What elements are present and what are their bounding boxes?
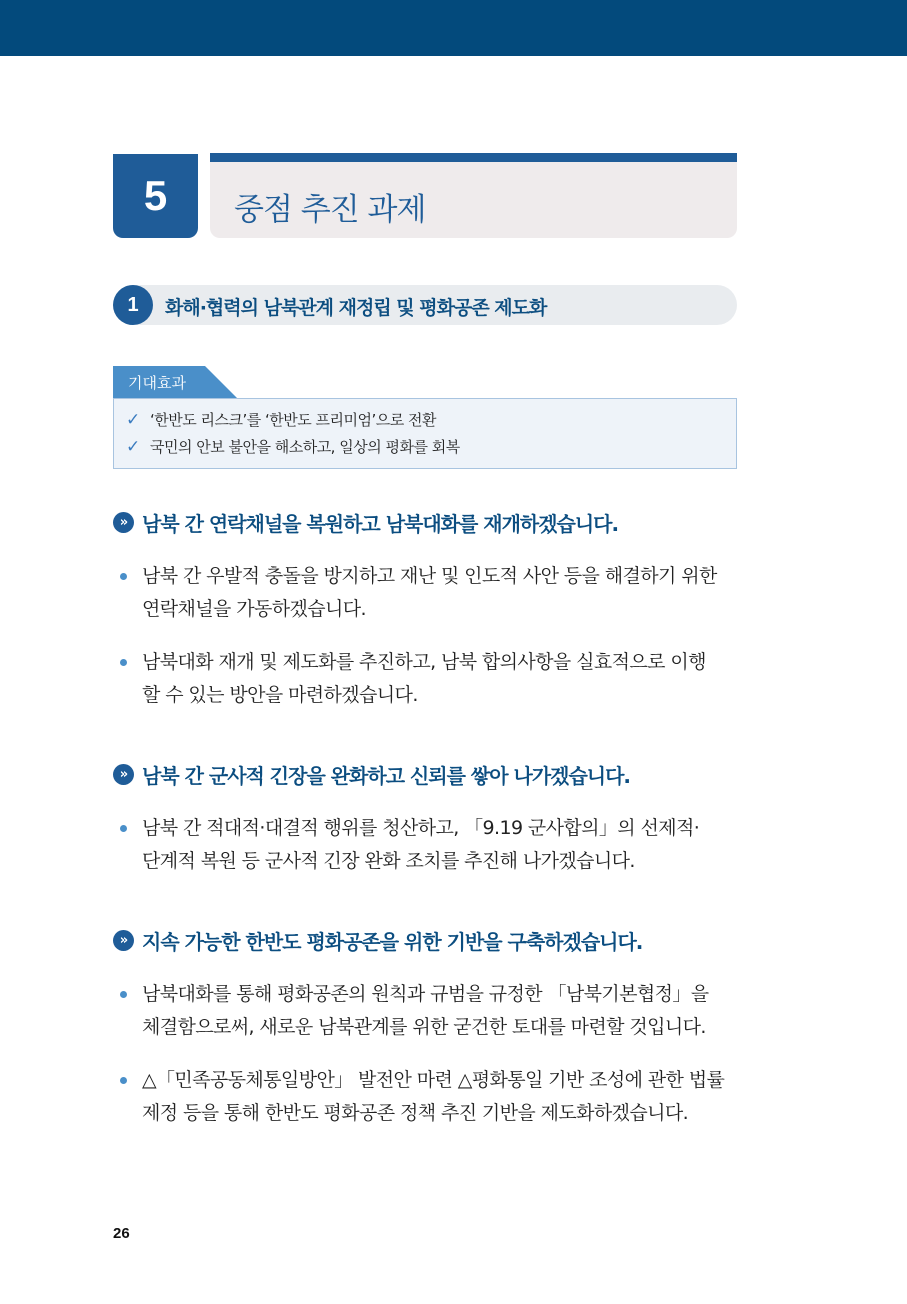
bullet-line: 남북대화를 통해 평화공존의 원칙과 규범을 규정한 「남북기본협정」을 xyxy=(142,983,709,1005)
check-icon: ✓ xyxy=(126,409,140,430)
effect-item-text: ‘한반도 리스크’를 ‘한반도 프리미엄’으로 전환 xyxy=(150,411,436,429)
subsection-heading-text: 남북 간 연락채널을 복원하고 남북대화를 재개하겠습니다. xyxy=(142,512,619,536)
bullet-line: △「민족공동체통일방안」 발전안 마련 △평화통일 기반 조성에 관한 법률 xyxy=(142,1069,725,1091)
section-title: 화해·협력의 남북관계 재정립 및 평화공존 제도화 xyxy=(165,297,547,319)
subsection-heading xyxy=(113,760,630,789)
bullet-dot-icon xyxy=(120,825,127,832)
subsection-heading-text: 지속 가능한 한반도 평화공존을 위한 기반을 구축하겠습니다. xyxy=(142,930,643,954)
bullet-item xyxy=(120,646,740,712)
check-icon: ✓ xyxy=(126,436,140,457)
expected-effects-tab-corner xyxy=(205,366,237,398)
double-chevron-icon: » xyxy=(113,930,134,951)
double-chevron-icon: » xyxy=(113,512,134,533)
bullet-item xyxy=(120,1064,740,1130)
chapter-title-box xyxy=(210,153,737,238)
bullet-dot-icon xyxy=(120,659,127,666)
bullet-line: 연락채널을 가동하겠습니다. xyxy=(142,598,366,620)
section-header xyxy=(113,285,737,325)
chapter-title: 중점 추진 과제 xyxy=(234,192,426,228)
effect-item xyxy=(126,406,736,433)
chapter-number: 5 xyxy=(113,154,198,238)
bullet-line: 제정 등을 통해 한반도 평화공존 정책 추진 기반을 제도화하겠습니다. xyxy=(142,1102,689,1124)
bullet-line: 할 수 있는 방안을 마련하겠습니다. xyxy=(142,684,418,706)
page-number: 26 xyxy=(113,1225,130,1242)
bullet-line: 체결함으로써, 새로운 남북관계를 위한 굳건한 토대를 마련할 것입니다. xyxy=(142,1016,706,1038)
bullet-line: 남북 간 적대적·대결적 행위를 청산하고, 「9.19 군사합의」의 선제적· xyxy=(142,817,700,839)
top-header-band xyxy=(0,0,907,56)
bullet-item xyxy=(120,560,740,626)
expected-effects-label: 기대효과 xyxy=(113,366,205,398)
effect-item-text: 국민의 안보 불안을 해소하고, 일상의 평화를 회복 xyxy=(150,438,460,456)
bullet-line: 단계적 복원 등 군사적 긴장 완화 조치를 추진해 나가겠습니다. xyxy=(142,850,635,872)
subsection-heading xyxy=(113,926,642,955)
effect-item xyxy=(126,433,736,460)
bullet-item xyxy=(120,978,740,1044)
bullet-dot-icon xyxy=(120,1077,127,1084)
bullet-line: 남북대화 재개 및 제도화를 추진하고, 남북 합의사항을 실효적으로 이행 xyxy=(142,651,706,673)
bullet-line: 남북 간 우발적 충돌을 방지하고 재난 및 인도적 사안 등을 해결하기 위한 xyxy=(142,565,717,587)
double-chevron-icon: » xyxy=(113,764,134,785)
bullet-item xyxy=(120,812,740,878)
bullet-dot-icon xyxy=(120,991,127,998)
subsection-heading-text: 남북 간 군사적 긴장을 완화하고 신뢰를 쌓아 나가겠습니다. xyxy=(142,764,631,788)
section-number: 1 xyxy=(113,285,153,325)
expected-effects-box xyxy=(113,398,737,469)
bullet-dot-icon xyxy=(120,573,127,580)
subsection-heading xyxy=(113,508,618,537)
